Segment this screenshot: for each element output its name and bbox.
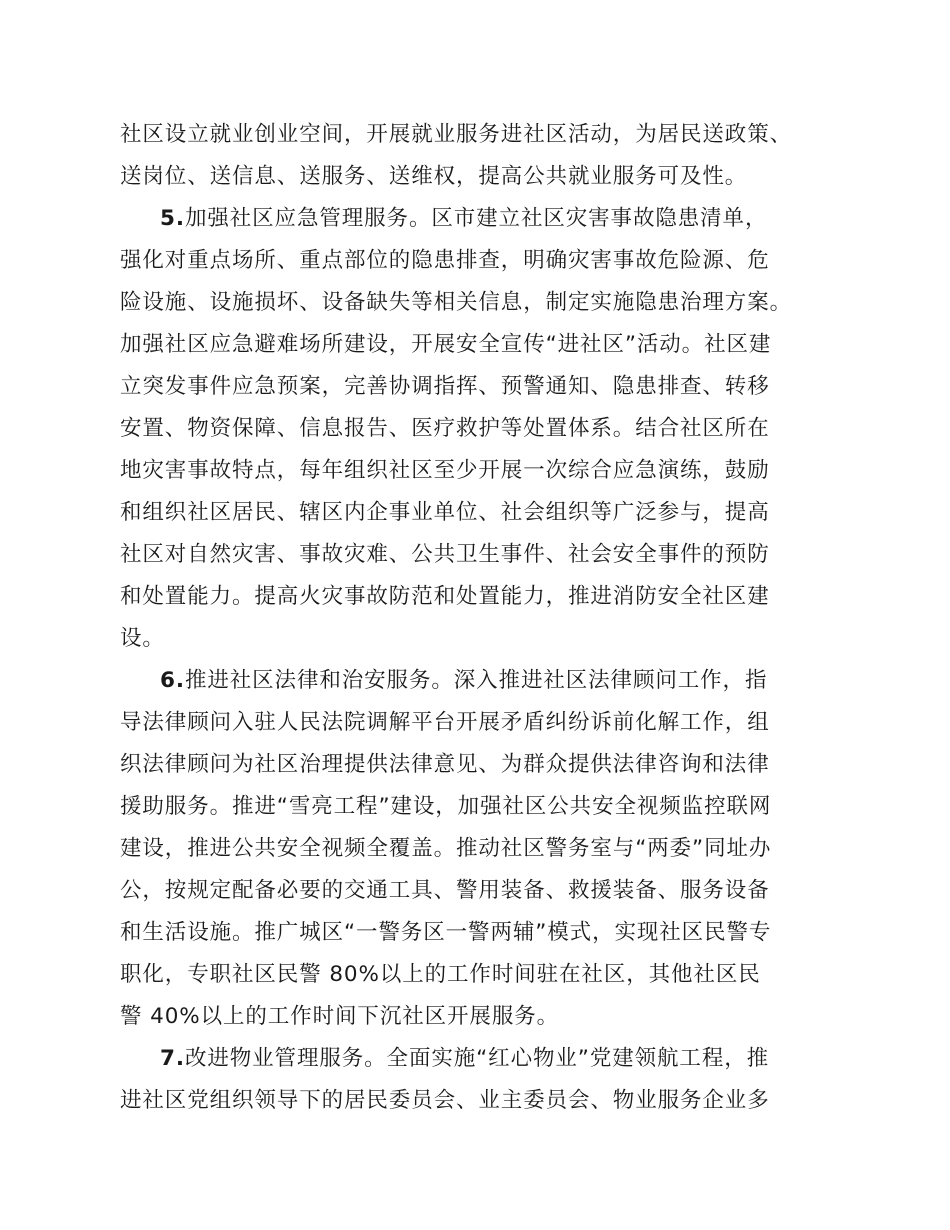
- text-line: 改进物业管理服务。全面实施“红心物业”党建领航工程，推: [184, 1046, 770, 1071]
- text-line: 和组织社区居民、辖区内企事业单位、社会组织等广泛参与，提高: [120, 500, 770, 525]
- text-line: 社区对自然灾害、事故灾难、公共卫生事件、社会安全事件的预防: [120, 542, 770, 567]
- text-line: 警 40%以上的工作时间下沉社区开展服务。: [120, 1004, 560, 1029]
- text-line: 送岗位、送信息、送服务、送维权，提高公共就业服务可及性。: [120, 164, 748, 189]
- item-number: 6.: [160, 668, 185, 693]
- text-line: 建设，推进公共安全视频全覆盖。推动社区警务室与“两委”同址办: [120, 836, 772, 861]
- item-number: 5.: [160, 206, 185, 231]
- text-line: 援助服务。推进“雪亮工程”建设，加强社区公共安全视频监控联网: [120, 794, 772, 819]
- text-line: 和处置能力。提高火灾事故防范和处置能力，推进消防安全社区建: [120, 584, 770, 609]
- text-line: 和生活设施。推广城区“一警务区一警两辅”模式，实现社区民警专: [120, 920, 772, 945]
- text-line: 公，按规定配备必要的交通工具、警用装备、救援装备、服务设备: [120, 878, 770, 903]
- text-line: 险设施、设施损坏、设备缺失等相关信息，制定实施隐患治理方案。: [120, 290, 793, 315]
- text-line: 织法律顾问为社区治理提供法律意见、为群众提供法律咨询和法律: [120, 752, 770, 777]
- text-line: 导法律顾问入驻人民法院调解平台开展矛盾纠纷诉前化解工作，组: [120, 710, 770, 735]
- paragraph-item-5: [160, 199, 767, 239]
- text-line: 强化对重点场所、重点部位的隐患排查，明确灾害事故危险源、危: [120, 248, 770, 273]
- text-line: 进社区党组织领导下的居民委员会、业主委员会、物业服务企业多: [120, 1088, 770, 1113]
- text-line: 安置、物资保障、信息报告、医疗救护等处置体系。结合社区所在: [120, 416, 770, 441]
- text-line: 立突发事件应急预案，完善协调指挥、预警通知、隐患排查、转移: [120, 374, 770, 399]
- text-line: 加强社区应急避难场所建设，开展安全宣传“进社区”活动。社区建: [120, 332, 772, 357]
- text-line: 设。: [120, 626, 165, 651]
- text-line: 加强社区应急管理服务。区市建立社区灾害事故隐患清单，: [184, 206, 768, 231]
- paragraph-item-7: [160, 1039, 769, 1079]
- item-number: 7.: [160, 1046, 185, 1071]
- text-line: 地灾害事故特点，每年组织社区至少开展一次综合应急演练，鼓励: [120, 458, 770, 483]
- text-line: 职化，专职社区民警 80%以上的工作时间驻在社区，其他社区民: [120, 962, 761, 987]
- text-line: 社区设立就业创业空间，开展就业服务进社区活动，为居民送政策、: [120, 122, 793, 147]
- text-line: 推进社区法律和治安服务。深入推进社区法律顾问工作，指: [184, 668, 768, 693]
- paragraph-item-6: [160, 661, 767, 701]
